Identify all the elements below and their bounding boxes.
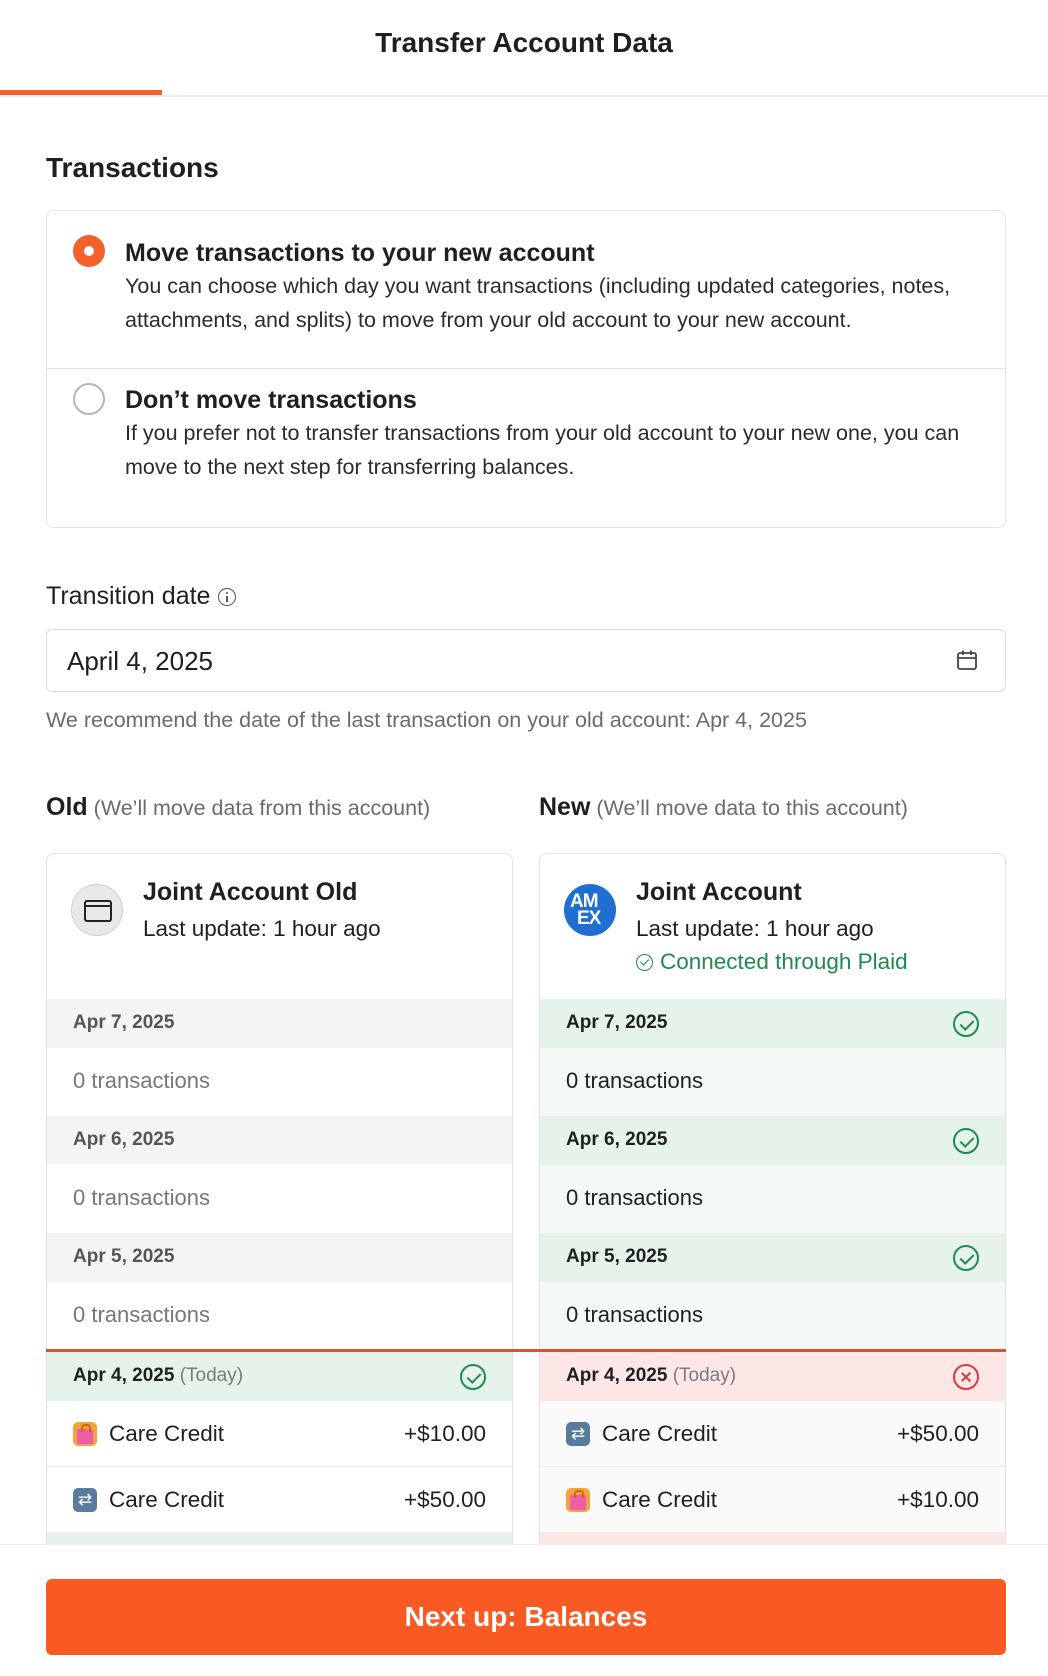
calendar-icon[interactable] [955,648,979,672]
info-icon[interactable] [218,588,236,606]
new-column-header: New (We’ll move data to this account) [539,793,908,821]
option-description: If you prefer not to transfer transactions from your old account to your new one, you can move to the next step for transferring balances. [125,421,960,479]
transaction-row[interactable]: Care Credit +$10.00 [540,1467,1005,1533]
day-row: Apr 5, 2025 [540,1233,1005,1282]
check-circle-icon [460,1364,486,1390]
section-title: Transactions [46,152,219,183]
progress-bar [0,90,162,95]
day-row: Apr 5, 2025 [47,1233,512,1282]
transaction-count-row: 0 transactions [540,1282,1005,1350]
day-row: Apr 7, 2025 [47,999,512,1048]
transaction-row[interactable]: ⇄ Care Credit +$50.00 [540,1401,1005,1467]
transaction-count-row: 0 transactions [47,1165,512,1233]
transaction-count-row: 0 transactions [540,1048,1005,1116]
transfer-icon [73,1488,97,1512]
error-circle-icon [953,1364,979,1390]
date-value: April 4, 2025 [67,646,213,676]
check-circle-icon [636,954,653,971]
credit-card-icon [71,884,123,936]
old-column-header: Old (We’ll move data from this account) [46,793,431,821]
transition-divider [46,1349,1006,1352]
transaction-count-row: 0 transactions [47,1048,512,1116]
account-name: Joint Account Old [143,878,358,906]
radio-move-selected[interactable] [73,235,105,267]
old-account-card [46,853,513,1553]
transaction-count-row: 0 transactions [540,1165,1005,1233]
shopping-bag-icon [566,1488,590,1512]
transition-date-input[interactable] [46,629,1006,692]
option-move-transactions[interactable] [47,211,1005,369]
check-circle-icon [953,1128,979,1154]
today-row: Apr 4, 2025 (Today) [47,1352,512,1401]
transaction-count-row: 0 transactions [47,1282,512,1350]
next-balances-button[interactable]: Next up: Balances [46,1579,1006,1655]
transition-date-label: Transition date [46,582,236,611]
transaction-row[interactable]: Care Credit +$10.00 [47,1401,512,1467]
shopping-bag-icon [73,1422,97,1446]
day-row: Apr 6, 2025 [47,1116,512,1165]
page-title: Transfer Account Data [375,27,673,58]
day-row: Apr 7, 2025 [540,999,1005,1048]
check-circle-icon [953,1245,979,1271]
footer [0,1544,1048,1676]
option-dont-move[interactable] [47,369,1005,527]
amex-logo: AM EX [564,884,616,936]
top-bar [0,0,1048,97]
option-title: Move transactions to your new account [125,239,595,267]
day-row: Apr 6, 2025 [540,1116,1005,1165]
account-name: Joint Account [636,878,802,906]
option-description: You can choose which day you want transactions (including updated categories, notes, attachments, and splits) to move from your old account to your new account. [125,274,951,332]
connection-status: Connected through Plaid [636,949,908,975]
account-last-update: Last update: 1 hour ago [636,916,874,941]
transaction-row[interactable]: ⇄ Care Credit +$50.00 [47,1467,512,1533]
account-header [47,854,512,999]
radio-dont-move[interactable] [73,383,105,415]
date-hint: We recommend the date of the last transaction on your old account: Apr 4, 2025 [46,708,807,732]
account-last-update: Last update: 1 hour ago [143,916,381,941]
transaction-options [46,210,1006,528]
transfer-icon [566,1422,590,1446]
check-circle-icon [953,1011,979,1037]
option-title: Don’t move transactions [125,386,417,414]
today-row: Apr 4, 2025 (Today) [540,1352,1005,1401]
new-account-card [539,853,1006,1553]
account-header [540,854,1005,999]
